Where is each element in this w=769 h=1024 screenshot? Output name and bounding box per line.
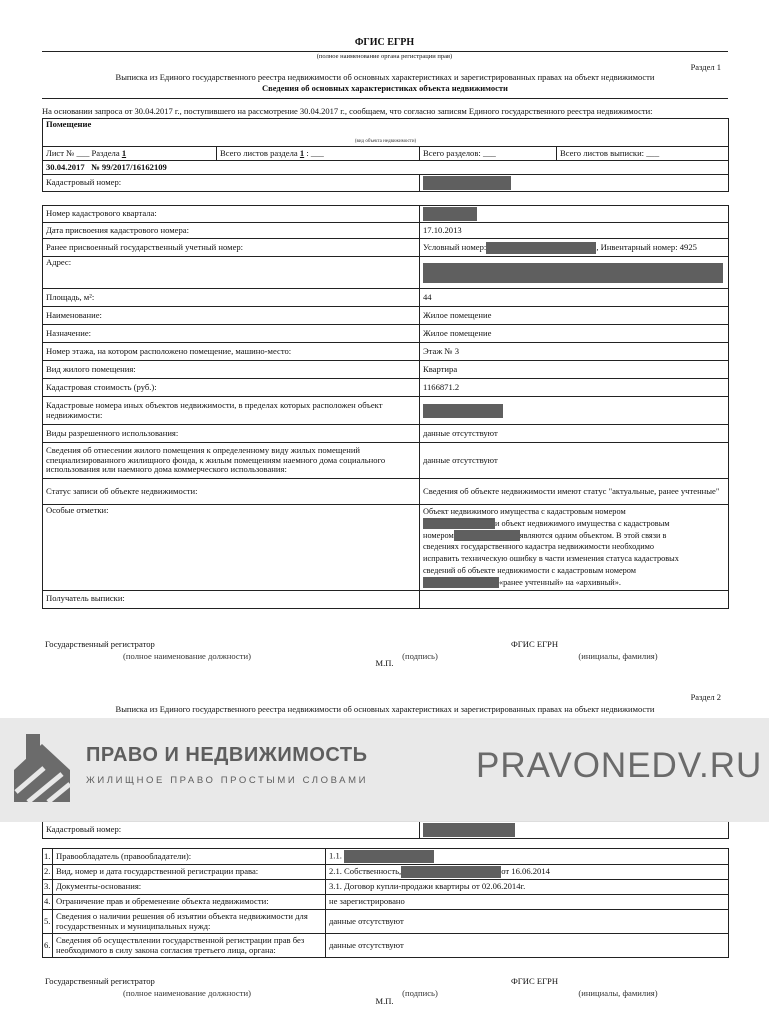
divider	[42, 51, 728, 52]
sub-number: 2.1.	[329, 865, 342, 876]
redacted-block	[423, 823, 515, 837]
extract-number: № 99/2017/16162109	[91, 161, 167, 172]
row-number: 5.	[43, 910, 53, 934]
total-sheets-value: 1	[299, 147, 305, 158]
cadastral-value-cell	[420, 175, 729, 192]
value-suffix: от 16.06.2014	[501, 865, 550, 876]
value-text: данные отсутствуют	[329, 915, 404, 926]
table-row	[43, 425, 729, 443]
brand-tagline: ЖИЛИЩНОЕ ПРАВО ПРОСТЫМИ СЛОВАМИ	[86, 775, 369, 786]
registrar2-org: ФГИС ЕГРН	[511, 976, 559, 987]
registrar-label: Государственный регистратор	[45, 639, 155, 650]
object-type-caption: (вид объекта недвижимости)	[354, 139, 417, 145]
note-line: Объект недвижимого имущества с кадастровым номером	[423, 507, 626, 516]
cadastral2-table	[42, 821, 729, 839]
row-label: Статус записи об объекте недвижимости:	[43, 479, 420, 505]
row-label: Ранее присвоенный государственный учетный номер:	[43, 239, 420, 257]
row-value	[420, 206, 729, 223]
object-type-cell	[43, 119, 729, 147]
row-label: Кадастровые номера иных объектов недвижимости, в пределах которых расположен объект недвижимости:	[43, 397, 420, 425]
rights-table	[42, 848, 729, 958]
table-row	[43, 289, 729, 307]
sheet-number-cell	[43, 147, 217, 161]
row-label: Сведения об осуществлении государственной регистрации прав без необходимого в силу закона согласия третьего лица, органа:	[53, 934, 326, 958]
table-row	[43, 379, 729, 397]
row-value	[326, 880, 729, 895]
extract-heading: Выписка из Единого государственного реестра недвижимости об основных характеристиках и зарегистрированных правах на объект недвижимости	[115, 72, 655, 82]
row-value	[326, 849, 729, 865]
row-value	[326, 895, 729, 910]
signature-caption: (подпись)	[402, 651, 438, 661]
row-value	[420, 239, 729, 257]
registrar-org: ФГИС ЕГРН	[511, 639, 559, 650]
signature-line	[332, 639, 508, 651]
total-sections-cell: Всего разделов: ___	[420, 147, 557, 161]
row-value: 44	[420, 289, 729, 307]
row-number: 1.	[43, 849, 53, 865]
registrar2-label: Государственный регистратор	[45, 976, 155, 987]
date-number-cell	[43, 161, 729, 175]
name2-caption: (инициалы, фамилия)	[578, 988, 658, 998]
table-row	[43, 910, 729, 934]
site-url: PRAVONEDV.RU	[476, 746, 763, 785]
redacted-block	[423, 263, 723, 283]
characteristics-table	[42, 205, 729, 609]
value-suffix: , Инвентарный номер: 4925	[596, 241, 697, 252]
authority-caption: (полное наименование органа регистрации прав)	[316, 53, 453, 60]
note-line: номером являются одним объектом. В этой связи в	[423, 530, 667, 540]
redacted-block	[423, 577, 499, 588]
note-line: исправить техническую ошибку в части изменения статуса кадастровых	[423, 554, 679, 564]
table-row	[43, 307, 729, 325]
row-value: Жилое помещение	[420, 325, 729, 343]
redacted-block	[423, 207, 477, 221]
row-label: Правообладатель (правообладатели):	[53, 849, 326, 865]
extract-subheading: Сведения об основных характеристиках объекта недвижимости	[262, 83, 508, 93]
name-caption: (инициалы, фамилия)	[578, 651, 658, 661]
cadastral2-label: Кадастровый номер:	[43, 822, 420, 839]
value-prefix: Условный номер:	[423, 241, 487, 252]
row-value: 1166871.2	[420, 379, 729, 397]
table-row	[43, 590, 729, 608]
watermark-banner	[0, 718, 769, 822]
document-title: ФГИС ЕГРН	[354, 37, 415, 48]
position2-caption: (полное наименование должности)	[123, 988, 251, 998]
row-number: 6.	[43, 934, 53, 958]
brand-name: ПРАВО И НЕДВИЖИМОСТЬ	[86, 744, 368, 766]
row-label: Кадастровая стоимость (руб.):	[43, 379, 420, 397]
object-header-table	[42, 118, 729, 192]
value-text: Договор купли-продажи квартиры от 02.06.2014г.	[344, 881, 526, 892]
redacted-block	[454, 530, 520, 541]
row-value: данные отсутствуют	[420, 425, 729, 443]
cadastral-label-cell: Кадастровый номер:	[43, 175, 420, 192]
row-label: Виды разрешенного использования:	[43, 425, 420, 443]
row-label: Вид жилого помещения:	[43, 361, 420, 379]
total-extract-sheets-cell: Всего листов выписки: ___	[557, 147, 729, 161]
table-row	[43, 934, 729, 958]
row-label: Адрес:	[43, 257, 420, 289]
house-logo-icon	[10, 732, 76, 806]
object-type: Помещение	[46, 119, 92, 129]
note-line: и объект недвижимого имущества с кадастровым	[423, 518, 725, 530]
signature2-line	[332, 976, 508, 988]
table-row	[43, 880, 729, 895]
value-text: не зарегистрировано	[329, 896, 405, 907]
extract2-heading: Выписка из Единого государственного реестра недвижимости об основных характеристиках и зарегистрированных правах на объект недвижимости	[115, 704, 655, 714]
redacted-block	[401, 866, 501, 878]
row-label: Ограничение прав и обременение объекта недвижимости:	[53, 895, 326, 910]
row-label: Сведения об отнесении жилого помещения к определенному виду жилых помещений специализированного жилищного фонда, к жилым помещениям наемного дома социального использования или наемного дома коммерческого использования:	[43, 443, 420, 479]
table-row	[43, 865, 729, 880]
table-row	[43, 325, 729, 343]
table-row	[43, 206, 729, 223]
stamp2-label: М.П.	[375, 996, 394, 1006]
redacted-block	[486, 242, 596, 254]
sub-number: 1.1.	[329, 850, 342, 861]
row-number: 4.	[43, 895, 53, 910]
table-row	[43, 223, 729, 239]
section2-label: Раздел 2	[690, 692, 721, 702]
redacted-block	[423, 518, 495, 529]
row-value: Сведения об объекте недвижимости имеют статус "актуальные, ранее учтенные"	[420, 479, 729, 505]
table-row	[43, 361, 729, 379]
row-value: 17.10.2013	[420, 223, 729, 239]
request-intro: На основании запроса от 30.04.2017 г., поступившего на рассмотрение 30.04.2017 г., сообщаем, что согласно записям Единого государственного реестра недвижимости:	[42, 106, 653, 116]
cadastral2-value	[420, 822, 729, 839]
row-number: 3.	[43, 880, 53, 895]
total-sheets-cell: Всего листов раздела 1 : ___	[217, 147, 420, 161]
table-row	[43, 443, 729, 479]
sheet-section-number: 1	[121, 147, 127, 158]
row-value: данные отсутствуют	[420, 443, 729, 479]
note-line: «ранее учтенный» на «архивный».	[423, 577, 725, 589]
row-label: Документы-основания:	[53, 880, 326, 895]
row-label: Наименование:	[43, 307, 420, 325]
table-row	[43, 505, 729, 591]
sub-number: 3.1.	[329, 881, 342, 892]
row-value: Жилое помещение	[420, 307, 729, 325]
redacted-block	[423, 404, 503, 418]
extract-date: 30.04.2017	[46, 161, 85, 172]
row-label: Номер кадастрового квартала:	[43, 206, 420, 223]
table-row	[43, 849, 729, 865]
row-label: Вид, номер и дата государственной регистрации права:	[53, 865, 326, 880]
row-value	[420, 257, 729, 289]
row-value	[420, 505, 729, 591]
signature2-caption: (подпись)	[402, 988, 438, 998]
note-line: сведениях государственного кадастра недвижимости необходимо	[423, 542, 655, 552]
table-row	[43, 479, 729, 505]
row-value	[420, 590, 729, 608]
value-prefix: Собственность,	[344, 865, 402, 876]
position-caption: (полное наименование должности)	[123, 651, 251, 661]
table-row	[43, 895, 729, 910]
row-label: Номер этажа, на котором расположено помещение, машино-место:	[43, 343, 420, 361]
row-label: Площадь, м²:	[43, 289, 420, 307]
row-number: 2.	[43, 865, 53, 880]
row-value: Квартира	[420, 361, 729, 379]
note-line: сведений об объекте недвижимости с кадастровым номером	[423, 565, 637, 575]
row-value	[326, 910, 729, 934]
row-label: Сведения о наличии решения об изъятии объекта недвижимости для государственных и муниципальных нужд:	[53, 910, 326, 934]
table-row	[43, 239, 729, 257]
redacted-block	[344, 850, 434, 863]
sheet-number-label: Лист № ___ Раздела	[46, 147, 120, 158]
table-row	[43, 343, 729, 361]
table-row	[43, 397, 729, 425]
row-label: Особые отметки:	[43, 505, 420, 591]
row-value	[326, 865, 729, 880]
section-label: Раздел 1	[690, 62, 721, 72]
value-text: данные отсутствуют	[329, 939, 404, 950]
row-label: Получатель выписки:	[43, 590, 420, 608]
row-value	[326, 934, 729, 958]
divider	[42, 98, 728, 99]
row-value	[420, 397, 729, 425]
total-sheets-label: Всего листов раздела	[220, 147, 298, 158]
row-label: Назначение:	[43, 325, 420, 343]
stamp-label: М.П.	[375, 658, 394, 668]
row-value: Этаж № 3	[420, 343, 729, 361]
table-row	[43, 257, 729, 289]
redacted-block	[423, 176, 511, 190]
row-label: Дата присвоения кадастрового номера:	[43, 223, 420, 239]
